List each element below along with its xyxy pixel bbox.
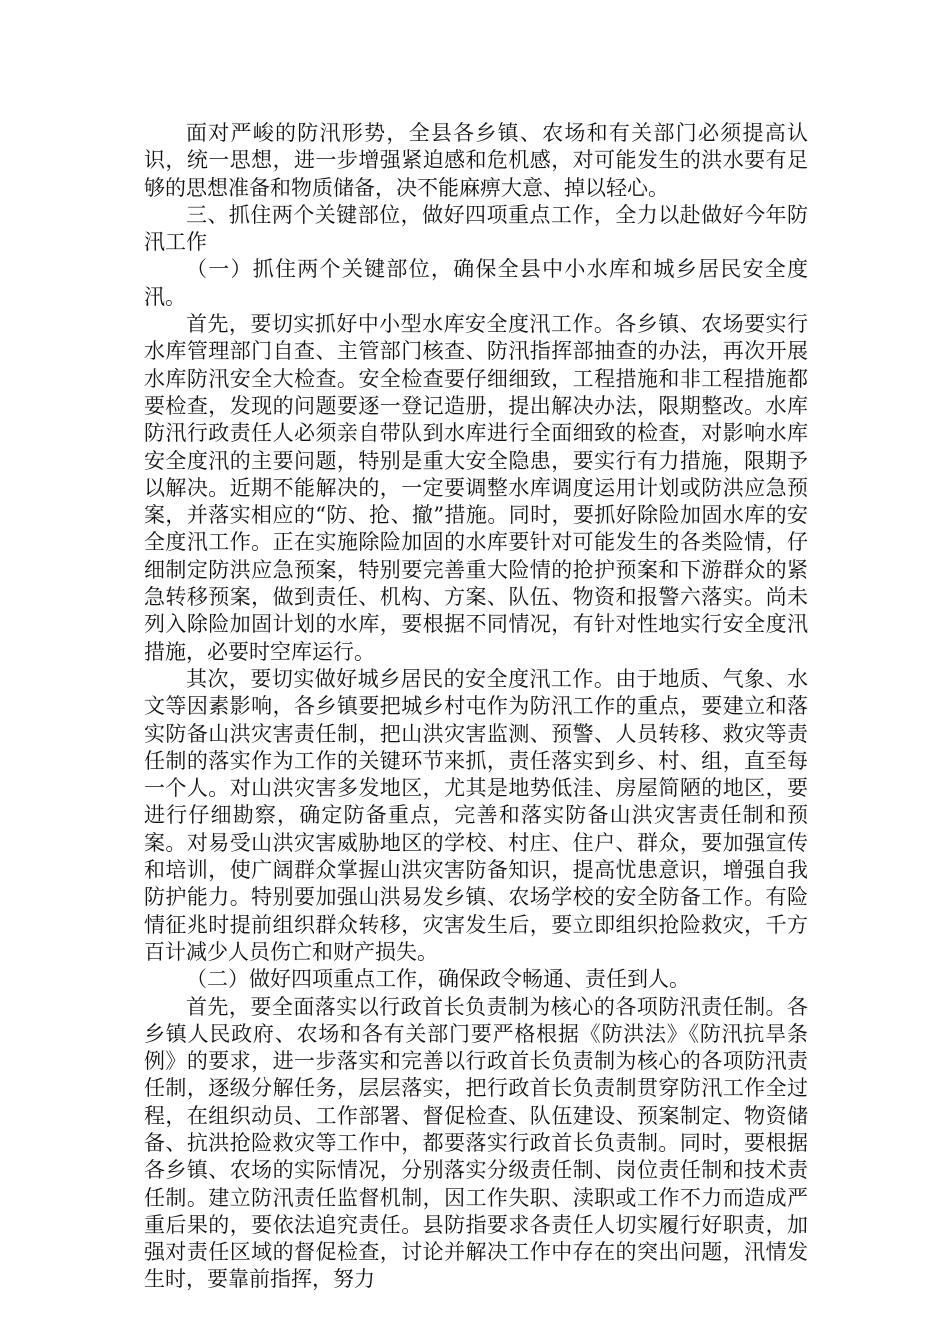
paragraph-resident-safety: 其次，要切实做好城乡居民的安全度汛工作。由于地质、气象、水文等因素影响，各乡镇要把城乡村屯作为防汛工作的重点，要建立和落实防备山洪灾害责任制，把山洪灾害监测、预警、人员转移、救灾等责任制的落实作为工作的关键环节来抓，责任落实到乡、村、组，直至每一个人。对山洪灾害多发地区，尤其是地势低洼、房屋简陋的地区，要进行仔细勘察，确定防备重点，完善和落实防备山洪灾害责任制和预案。对易受山洪灾害威胁地区的学校、村庄、住户、群众，要加强宣传和培训，使广阔群众掌握山洪灾害防备知识，提高忧患意识，增强自我防护能力。特别要加强山洪易发乡镇、农场学校的安全防备工作。有险情征兆时提前组织群众转移，灾害发生后，要立即组织抢险救灾，千方百计减少人员伤亡和财产损失。 [144,666,808,964]
subsection-heading-two: （二）做好四项重点工作，确保政令畅通、责任到人。 [186,967,690,992]
document-page [144,120,808,1292]
paragraph-responsibility-system: 首先，要全面落实以行政首长负责制为核心的各项防汛责任制。各乡镇人民政府、农场和各有关部门要严格根据《防洪法》《防汛抗旱条例》的要求，进一步落实和完善以行政首长负责制为核心的各项防汛责任制，逐级分解任务，层层落实，把行政首长负责制贯穿防汛工作全过程，在组织动员、工作部署、督促检查、队伍建设、预案制定、物资储备、抗洪抢险救灾等工作中，都要落实行政首长负责制。同时，要根据各乡镇、农场的实际情况，分别落实分级责任制、岗位责任制和技术责任制。建立防汛责任监督机制，因工作失职、渎职或工作不力而造成严重后果的，要依法追究责任。县防指要求各责任人切实履行好职责，加强对责任区域的督促检查，讨论并解决工作中存在的突出问题，汛情发生时，要靠前指挥，努力 [144,994,808,1292]
paragraph-flood-situation: 面对严峻的防汛形势，全县各乡镇、农场和有关部门必须提高认识，统一思想，进一步增强紧迫感和危机感，对可能发生的洪水要有足够的思想准备和物质储备，决不能麻痹大意、掉以轻心。 [144,121,808,200]
section-heading-three: 三、抓住两个关键部位，做好四项重点工作，全力以赴做好今年防汛工作 [144,202,808,255]
subsection-heading-one: （一）抓住两个关键部位，确保全县中小水库和城乡居民安全度汛。 [144,257,808,309]
paragraph-reservoir-safety: 首先，要切实抓好中小型水库安全度汛工作。各乡镇、农场要实行水库管理部门自查、主管部门核查、防汛指挥部抽查的办法，再次开展水库防汛安全大检查。安全检查要仔细细致，工程措施和非工程措施都要检查，发现的问题要逐一登记造册，提出解决办法，限期整改。水库防汛行政责任人必须亲自带队到水库进行全面细致的检查，对影响水库安全度汛的主要问题，特别是重大安全隐患，要实行有力措施，限期予以解决。近期不能解决的，一定要调整水库调度运用计划或防洪应急预案，并落实相应的“防、抢、撤”措施。同时，要抓好除险加固水库的安全度汛工作。正在实施除险加固的水库要针对可能发生的各类险情，仔细制定防洪应急预案，特别要完善重大险情的抢护预案和下游群众的紧急转移预案，做到责任、机构、方案、队伍、物资和报警六落实。尚未列入除险加固计划的水库，要根据不同情况，有针对性地实行安全度汛措施，必要时空库运行。 [144,312,808,664]
